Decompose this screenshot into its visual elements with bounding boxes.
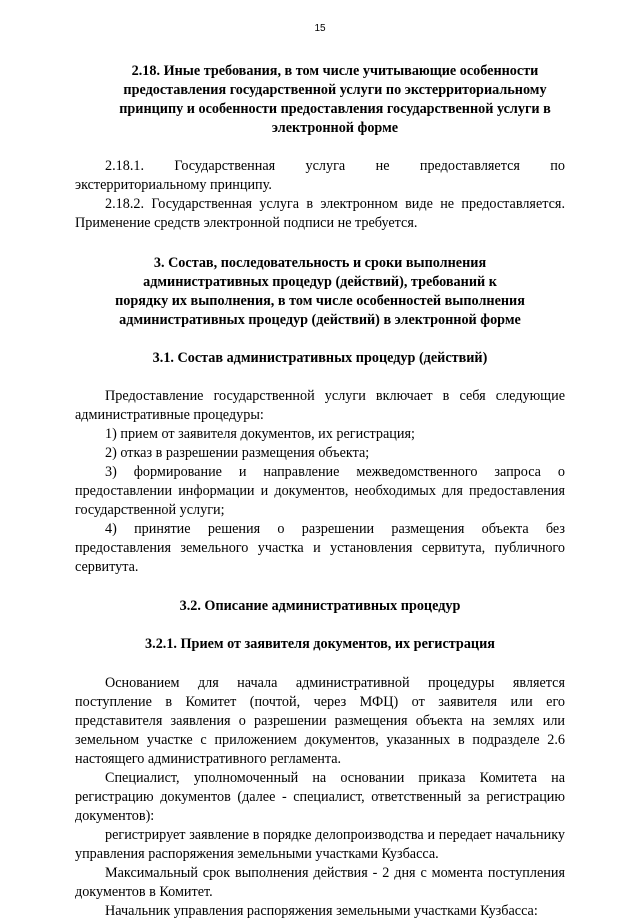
section-3-heading: 3. Состав, последовательность и сроки выполнения административных процедур (действий), требований к порядку их выполнения, в том числе особенностей выполнения административных процедур (действий) в электронной форме xyxy=(115,255,525,328)
section-3-2-1-heading: 3.2.1. Прием от заявителя документов, их регистрация xyxy=(145,636,495,652)
section-2-18-heading: 2.18. Иные требования, в том числе учитывающие особенности предоставления государственной услуги по экстерриториальному принципу и особенности предоставления государственной услуги в электронной форме xyxy=(119,63,551,136)
list-item: 4) принятие решения о разрешении размещения объекта без предоставления земельного участка и установления сервитута, публичного сервитута. xyxy=(75,521,565,575)
section-3-1-heading: 3.1. Состав административных процедур (действий) xyxy=(152,350,488,366)
paragraph: Основанием для начала административной процедуры является поступление в Комитет (почтой, через МФЦ) от заявителя или его представителя заявления о разрешении размещения объекта на землях или земельном участке с приложением документов, указанных в подразделе 2.6 настоящего административного регламента. xyxy=(75,675,565,767)
paragraph-2-18-1: 2.18.1. Государственная услуга не предоставляется по экстерриториальному принципу. xyxy=(75,158,565,193)
paragraph-3-1-intro: Предоставление государственной услуги включает в себя следующие административные процедуры: xyxy=(75,388,565,423)
paragraph: Максимальный срок выполнения действия - 2 дня с момента поступления документов в Комитет. xyxy=(75,865,565,900)
paragraph: Начальник управления распоряжения земельными участками Кузбасса: xyxy=(105,903,538,919)
list-item: 1) прием от заявителя документов, их регистрация; xyxy=(105,426,415,442)
list-item: 2) отказ в разрешении размещения объекта; xyxy=(105,445,370,461)
document-body xyxy=(75,62,565,921)
page-number: 15 xyxy=(314,23,326,34)
section-3-2-heading: 3.2. Описание административных процедур xyxy=(179,598,461,614)
paragraph: регистрирует заявление в порядке делопроизводства и передает начальнику управления распоряжения земельными участками Кузбасса. xyxy=(75,827,565,862)
list-item: 3) формирование и направление межведомственного запроса о предоставлении информации и документов, необходимых для предоставления государственной услуги; xyxy=(75,464,565,518)
paragraph: Специалист, уполномоченный на основании приказа Комитета на регистрацию документов (далее - специалист, ответственный за регистрацию документов): xyxy=(75,770,565,824)
paragraph-2-18-2: 2.18.2. Государственная услуга в электронном виде не предоставляется. Применение средств электронной подписи не требуется. xyxy=(75,196,565,231)
